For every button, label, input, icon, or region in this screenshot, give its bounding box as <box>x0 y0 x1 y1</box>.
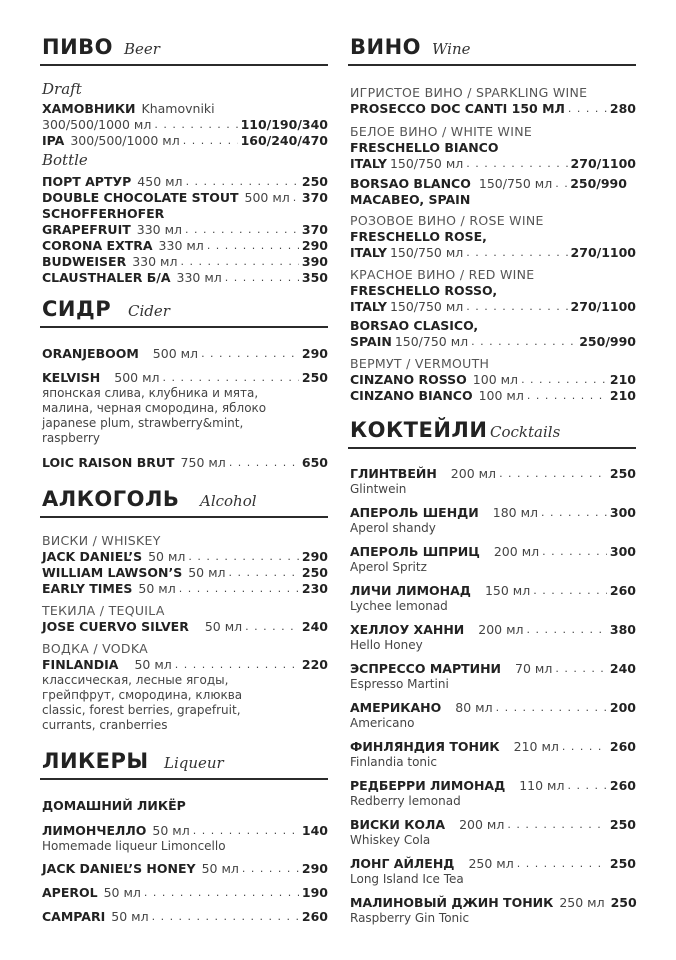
item-price: 290 <box>301 861 328 876</box>
item-volume: 250 мл <box>559 895 605 910</box>
item-volume: 150/750 мл <box>394 334 469 349</box>
cider-rule <box>40 326 328 328</box>
item-volume: 50 мл <box>188 565 226 580</box>
rose-wine-category: РОЗОВОЕ ВИНО / ROSE WINE <box>350 213 544 228</box>
tequila-category: ТЕКИЛА / TEQUILA <box>42 603 165 618</box>
alcohol-title: АЛКОГОЛЬ <box>42 487 180 511</box>
list-item <box>42 549 328 565</box>
dot-leader <box>154 117 237 133</box>
white-wine-category: БЕЛОЕ ВИНО / WHITE WINE <box>350 124 533 139</box>
item-description: грейпфрут, смородина, клюква <box>42 688 243 702</box>
item-volume: 50 мл <box>204 619 243 634</box>
item-price: 250 <box>301 565 328 580</box>
cocktails-title: КОКТЕЙЛИ <box>350 418 488 442</box>
item-description: Raspberry Gin Tonic <box>350 911 470 925</box>
item-name: ГЛИНТВЕЙН <box>350 466 437 481</box>
dot-leader <box>193 823 299 839</box>
dot-leader <box>555 176 567 192</box>
dot-leader <box>568 101 607 117</box>
item-name: АПЕРОЛЬ ШЕНДИ <box>350 505 479 520</box>
dot-leader <box>499 466 607 482</box>
dot-leader <box>541 505 607 521</box>
item-volume: 300/500/1000 мл <box>42 117 152 132</box>
dot-leader <box>242 861 299 877</box>
item-volume: 330 мл <box>132 254 178 269</box>
dot-leader <box>144 885 299 901</box>
item-volume: 150 мл <box>484 583 531 598</box>
item-volume: 50 мл <box>152 823 190 838</box>
item-name: BORSAO CLASICO, <box>350 318 479 333</box>
beer-script-title: Beer <box>124 40 160 58</box>
item-name: ЛОНГ АЙЛЕНД <box>350 856 455 871</box>
item-name: МАЛИНОВЫЙ ДЖИН ТОНИК <box>350 895 554 910</box>
dot-leader <box>183 133 238 149</box>
item-volume: 250 мл <box>468 856 514 871</box>
item-name: FRESCHELLO BIANCO <box>350 140 499 155</box>
cider-title: СИДР <box>42 297 112 321</box>
whiskey-list <box>42 549 328 597</box>
item-name: ЭСПРЕССО МАРТИНИ <box>350 661 502 676</box>
item-price: 250/990 <box>570 176 627 191</box>
item-price: 260 <box>609 583 636 598</box>
item-volume: 330 мл <box>176 270 222 285</box>
item-volume: 50 мл <box>111 909 149 924</box>
loic-item <box>42 455 328 471</box>
list-item <box>42 581 328 597</box>
dot-leader <box>175 657 299 673</box>
dot-leader <box>229 455 299 471</box>
item-volume: 50 мл <box>138 581 176 596</box>
item-name: CINZANO BIANCO <box>350 388 473 403</box>
item-price: 250 <box>609 817 636 832</box>
item-description: Finlandia tonic <box>350 755 437 769</box>
list-item <box>42 206 328 222</box>
item-name: ЛИЧИ ЛИМОНАД <box>350 583 471 598</box>
list-item <box>42 238 328 254</box>
dot-leader <box>229 565 299 581</box>
dot-leader <box>562 739 607 755</box>
dot-leader <box>207 238 299 254</box>
dot-leader <box>152 909 299 925</box>
item-volume: 50 мл <box>148 549 186 564</box>
item-price: 210 <box>609 372 636 387</box>
beer-section-header <box>40 30 328 66</box>
item-name: ДОМАШНИЙ ЛИКЁР <box>42 798 186 813</box>
list-item <box>42 174 328 190</box>
item-price: 250 <box>609 856 636 871</box>
list-item <box>350 466 636 505</box>
item-price: 290 <box>301 238 328 253</box>
wine-section-header <box>348 30 636 66</box>
item-name: BUDWEISER <box>42 254 127 269</box>
item-name: KELVISH <box>42 370 101 385</box>
item-name: CORONA EXTRA <box>42 238 153 253</box>
item-name: АПЕРОЛЬ ШПРИЦ <box>350 544 480 559</box>
item-price: 220 <box>301 657 328 672</box>
list-item <box>42 909 328 925</box>
dot-leader <box>185 222 299 238</box>
item-name: SCHOFFERHOFER <box>42 206 165 221</box>
list-item <box>350 739 636 778</box>
vermouth-category: ВЕРМУТ / VERMOUTH <box>350 356 490 371</box>
item-description: Americano <box>350 716 415 730</box>
dot-leader <box>179 581 299 597</box>
house-liqueur-heading <box>42 798 328 814</box>
beer-title: ПИВО <box>42 35 114 59</box>
cocktail-list <box>350 466 636 934</box>
item-price: 160/240/470 <box>240 133 328 148</box>
item-price: 110/190/340 <box>240 117 328 132</box>
item-description: Homemade liqueur Limoncello <box>42 839 226 853</box>
item-price: 250 <box>610 895 637 910</box>
item-name: ФИНЛЯНДИЯ ТОНИК <box>350 739 500 754</box>
item-name: ХАМОВНИКИ <box>42 101 136 116</box>
item-name: FRESCHELLO ROSE, <box>350 229 487 244</box>
dot-leader <box>466 245 567 261</box>
dot-leader <box>466 299 567 315</box>
item-name: CINZANO ROSSO <box>350 372 467 387</box>
item-description: классическая, лесные ягоды, <box>42 673 229 687</box>
item-price: 240 <box>301 619 328 634</box>
item-name: IPA <box>42 133 65 148</box>
dot-leader <box>507 817 607 833</box>
item-name: ITALY <box>350 156 387 171</box>
item-volume: 80 мл <box>455 700 493 715</box>
item-description: Espresso Martini <box>350 677 449 691</box>
item-name: GRAPEFRUIT <box>42 222 131 237</box>
oranjeboom-item <box>42 346 328 362</box>
item-volume: 200 мл <box>493 544 540 559</box>
liqueur-rule <box>40 778 328 780</box>
item-description: currants, cranberries <box>42 718 168 732</box>
item-volume: 200 мл <box>459 817 505 832</box>
item-name: АМЕРИКАНО <box>350 700 442 715</box>
list-item <box>350 817 636 856</box>
item-name: WILLIAM LAWSON’S <box>42 565 183 580</box>
list-item <box>42 861 328 877</box>
liqueur-script-title: Liqueur <box>164 754 224 772</box>
item-volume: 150/750 мл <box>478 176 553 191</box>
item-price: 290 <box>301 549 328 564</box>
item-price: 250 <box>301 174 328 189</box>
list-item <box>350 778 636 817</box>
list-item <box>350 583 636 622</box>
item-name: ITALY <box>350 299 387 314</box>
dot-leader <box>466 156 567 172</box>
item-price: 190 <box>301 885 328 900</box>
red-wine-category: КРАСНОЕ ВИНО / RED WINE <box>350 267 535 282</box>
freschello-rose-item <box>350 229 636 261</box>
list-item <box>350 700 636 739</box>
cider-section-header <box>40 292 328 328</box>
tequila-item <box>42 619 328 635</box>
item-price: 370 <box>301 190 328 205</box>
item-volume: 180 мл <box>492 505 539 520</box>
dot-leader <box>471 334 576 350</box>
item-name: JACK DANIEL’S <box>42 549 143 564</box>
item-price: 270/1100 <box>570 245 636 260</box>
item-name: JACK DANIEL’S HONEY <box>42 861 196 876</box>
item-volume: 330 мл <box>158 238 204 253</box>
item-price: 270/1100 <box>570 299 636 314</box>
dot-leader <box>496 700 607 716</box>
dot-leader <box>542 544 607 560</box>
item-price: 270/1100 <box>570 156 636 171</box>
item-name: PROSECCO DOC CANTI 150 МЛ <box>350 101 565 116</box>
item-name: FINLANDIA <box>42 657 119 672</box>
dot-leader <box>188 549 299 565</box>
dot-leader <box>555 661 607 677</box>
item-volume: 50 мл <box>201 861 239 876</box>
cocktails-section-header <box>348 413 636 449</box>
item-price: 650 <box>301 455 328 470</box>
bottle-label: Bottle <box>42 151 88 169</box>
item-price: 290 <box>301 346 328 361</box>
alcohol-script-title: Alcohol <box>200 492 257 510</box>
item-price: 250/990 <box>579 334 636 349</box>
dot-leader <box>180 254 298 270</box>
item-name: LOIC RAISON BRUT <box>42 455 175 470</box>
list-item <box>350 895 636 934</box>
item-price: 230 <box>301 581 328 596</box>
item-price: 210 <box>609 388 636 403</box>
dot-leader <box>567 778 606 794</box>
vodka-category: ВОДКА / VODKA <box>42 641 148 656</box>
item-description: Redberry lemonad <box>350 794 461 808</box>
item-price: 260 <box>301 909 328 924</box>
item-name: CAMPARI <box>42 909 106 924</box>
item-name: РЕДБЕРРИ ЛИМОНАД <box>350 778 506 793</box>
item-name: ХЕЛЛОУ ХАННИ <box>350 622 465 637</box>
item-volume: 150/750 мл <box>389 299 464 314</box>
list-item <box>42 190 328 206</box>
dot-leader <box>225 270 299 286</box>
list-item <box>350 661 636 700</box>
item-volume: 100 мл <box>472 372 519 387</box>
sparkling-category: ИГРИСТОЕ ВИНО / SPARKLING WINE <box>350 85 588 100</box>
item-name: ЛИМОНЧЕЛЛО <box>42 823 147 838</box>
list-item <box>42 885 328 901</box>
alcohol-rule <box>40 516 328 518</box>
list-item <box>350 505 636 544</box>
list-item <box>42 254 328 270</box>
item-name-en: Khamovniki <box>141 101 215 116</box>
dot-leader <box>517 856 607 872</box>
item-volume: 500 мл <box>114 370 160 385</box>
item-volume: 150/750 мл <box>389 156 464 171</box>
dot-leader <box>201 346 299 362</box>
item-description: raspberry <box>42 431 100 445</box>
ipa-item <box>42 133 328 149</box>
item-description: Whiskey Cola <box>350 833 431 847</box>
item-name: ВИСКИ КОЛА <box>350 817 446 832</box>
item-price: 200 <box>609 700 636 715</box>
wine-title: ВИНО <box>350 35 422 59</box>
item-description: японская слива, клубника и мята, <box>42 386 259 400</box>
dot-leader <box>527 622 607 638</box>
draft-label: Draft <box>42 80 82 98</box>
limoncello-item <box>42 823 328 854</box>
item-name: BORSAO BLANCO <box>350 176 471 191</box>
liqueur-title: ЛИКЕРЫ <box>42 749 149 773</box>
list-item <box>350 622 636 661</box>
item-volume: 500 мл <box>152 346 199 361</box>
list-item <box>42 270 328 286</box>
beer-rule <box>40 64 328 66</box>
wine-rule <box>348 64 636 66</box>
item-volume: 330 мл <box>136 222 183 237</box>
borsao-clasico-item <box>350 318 636 350</box>
item-volume: 100 мл <box>478 388 524 403</box>
item-price: 350 <box>301 270 328 285</box>
item-name: JOSE CUERVO SILVER <box>42 619 189 634</box>
item-volume: 50 мл <box>103 885 141 900</box>
item-description: Lychee lemonad <box>350 599 448 613</box>
borsao-blanco-item <box>350 176 636 208</box>
item-name: APEROL <box>42 885 98 900</box>
cider-script-title: Cider <box>128 302 170 320</box>
item-volume: 200 мл <box>450 466 497 481</box>
item-name: MACABEO, SPAIN <box>350 192 471 207</box>
list-item <box>350 856 636 895</box>
item-price: 140 <box>301 823 328 838</box>
item-price: 260 <box>609 739 636 754</box>
list-item <box>42 222 328 238</box>
item-volume: 210 мл <box>513 739 559 754</box>
item-name: FRESCHELLO ROSSO, <box>350 283 498 298</box>
item-volume: 70 мл <box>515 661 553 676</box>
dot-leader <box>186 174 299 190</box>
freschello-bianco-item <box>350 140 636 172</box>
alcohol-section-header <box>40 482 328 518</box>
bottle-list <box>42 174 328 286</box>
vermouth-list <box>350 372 636 404</box>
kelvish-item <box>42 370 328 446</box>
khamovniki-item <box>42 101 328 133</box>
item-volume: 150/750 мл <box>389 245 464 260</box>
item-name: ITALY <box>350 245 387 260</box>
cocktails-script-title: Cocktails <box>490 423 561 441</box>
item-price: 300 <box>609 544 636 559</box>
liqueur-list <box>42 861 328 925</box>
item-price: 250 <box>301 370 328 385</box>
list-item <box>350 372 636 388</box>
item-volume: 450 мл <box>137 174 183 189</box>
item-description: japanese plum, strawberry&mint, <box>42 416 244 430</box>
whiskey-category: ВИСКИ / WHISKEY <box>42 533 161 548</box>
dot-leader <box>245 619 299 635</box>
item-description: Aperol shandy <box>350 521 436 535</box>
list-item <box>350 544 636 583</box>
item-description: Aperol Spritz <box>350 560 427 574</box>
item-volume: 750 мл <box>180 455 226 470</box>
dot-leader <box>521 372 607 388</box>
item-volume: 200 мл <box>478 622 524 637</box>
finlandia-item <box>42 657 328 733</box>
item-price: 380 <box>609 622 636 637</box>
wine-script-title: Wine <box>432 40 471 58</box>
item-name: ПОРТ АРТУР <box>42 174 132 189</box>
list-item <box>42 565 328 581</box>
item-name: SPAIN <box>350 334 392 349</box>
item-volume: 500 мл <box>244 190 290 205</box>
dot-leader <box>527 388 607 404</box>
freschello-rosso-item <box>350 283 636 315</box>
item-description: Long Island Ice Tea <box>350 872 464 886</box>
dot-leader <box>163 370 299 386</box>
dot-leader <box>293 190 299 206</box>
cocktails-rule <box>348 447 636 449</box>
list-item <box>350 388 636 404</box>
item-price: 370 <box>301 222 328 237</box>
item-price: 260 <box>609 778 636 793</box>
item-name: EARLY TIMES <box>42 581 133 596</box>
item-description: classic, forest berries, grapefruit, <box>42 703 241 717</box>
item-price: 250 <box>609 466 636 481</box>
item-description: Hello Honey <box>350 638 423 652</box>
liqueur-section-header <box>40 744 328 780</box>
item-volume: 50 мл <box>134 657 172 672</box>
item-description: Glintwein <box>350 482 407 496</box>
prosecco-item <box>350 101 636 117</box>
item-price: 390 <box>301 254 328 269</box>
item-volume: 300/500/1000 мл <box>70 133 180 148</box>
item-description: малина, черная смородина, яблоко <box>42 401 267 415</box>
item-name: CLAUSTHALER Б/А <box>42 270 171 285</box>
item-volume: 110 мл <box>519 778 565 793</box>
item-price: 300 <box>609 505 636 520</box>
item-price: 240 <box>609 661 636 676</box>
item-price: 280 <box>609 101 636 116</box>
item-name: ORANJEBOOM <box>42 346 139 361</box>
dot-leader <box>533 583 607 599</box>
item-name: DOUBLE CHOCOLATE STOUT <box>42 190 239 205</box>
